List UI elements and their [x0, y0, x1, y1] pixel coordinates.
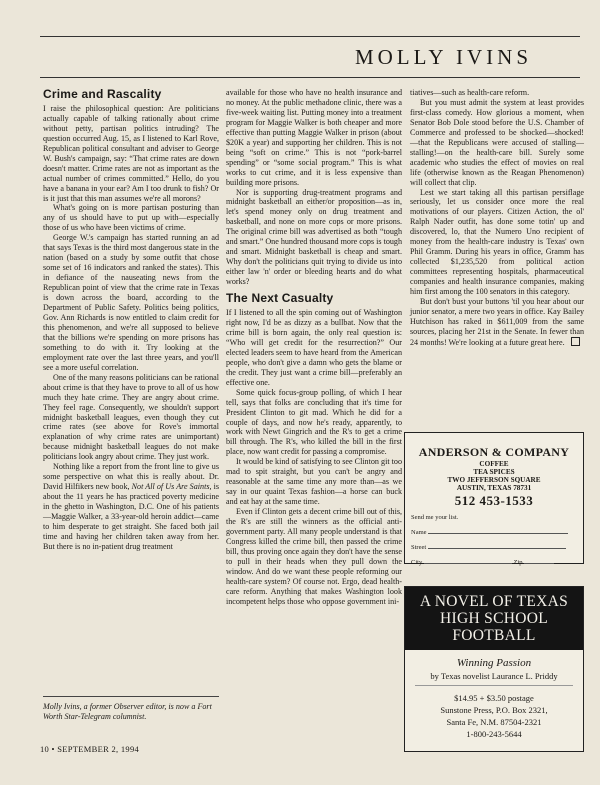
- paragraph-text: But don't bust your buttons 'til you hear about our junior senator, a mere two years in office. Kay Bailey Hutchison has raked in $611,009 from the same sources, placing her 21st in the Senate. In fewer than 24 months! We're looking at a future great here.: [410, 297, 584, 347]
- ad-name-row: [411, 525, 583, 540]
- paragraph: One of the many reasons politicians can be rational about crime is that they have to prove to all of us how much they hate crime. They are angry about crime. They feel rage. Consequently, we shouldn't support midnight basketball leagues, even though they cut crime rates (see above for Rove's immortal explanation of why crime rates are unimportant) because midnight basketball leagues do not make politicians look angry about crime. They just work.: [43, 372, 219, 462]
- text-column-2: [226, 88, 402, 607]
- paragraph-text: Nothing like a report from the front line to give us some perspective on what this is really about. Dr. David Hilfikers new book,: [43, 462, 219, 492]
- paragraph: If I listened to all the spin coming out of Washington right now, I'd be as dizzy as a bullbat. Now that the crime bill is born again, the only real question is: “Who will get credit for the resurrection?” Our elected leaders seem to have heard from the American people, who don't give a damn who gets the blame or the credit. They just want a crime bill—preferably an effective one.: [226, 308, 402, 387]
- ad-novel-info: [405, 692, 583, 740]
- paragraph: Lest we start taking all this partisan persiflage seriously, let us consider once more the real motivations of our players. Citizen Action, the ol' Ralph Nader outfit, has done some totin' up and discovered, lo, that the Numero Uno recipient of money from the health-care industry is Texas' own Phil Gramm. During his years in office, Gramm has collected $1,235,520 from political action committees representing hospitals, pharmaceutical companies and health insurance companies, making him first among the 100 senators in this category.: [410, 187, 584, 297]
- text-column-3: [410, 88, 584, 348]
- divider: [415, 685, 573, 686]
- paragraph: What's going on is more partisan posturing than any of us should have to put up with—especially those of us who have been victims of crime.: [43, 203, 219, 233]
- book-title: Not All of Us Are Saints,: [131, 482, 212, 492]
- paragraph: [43, 462, 219, 552]
- ad-street-row: [411, 540, 583, 555]
- ad-line-city: AUSTIN, TEXAS 78731: [456, 484, 532, 492]
- ad-novel-title: Winning Passion: [456, 657, 532, 669]
- section-heading-crime: Crime and Rascality: [43, 87, 162, 101]
- ad-city-label: City: [411, 559, 423, 566]
- paragraph: I raise the philosophical question: Are politicians actually capable of talking rationally about crime without petty, partisan politics intruding? The question occurred Aug. 15, as I listened to Karl Rove, Republican political consultant and adviser to George W. Bush's campaign, say: “That crime rates are down doesn't matter. Crime rates are not as important as the actual number of crimes committed.” Hello, do you have a banana in your ear? Am I too drunk to fish? Or is it just that this man assumes we're all morons?: [43, 103, 219, 203]
- end-mark-icon: [571, 337, 580, 346]
- ad-city-row: [411, 555, 583, 570]
- ad-novel-author: by Texas novelist Laurance L. Priddy: [430, 671, 558, 681]
- ad-line-address: TWO JEFFERSON SQUARE: [447, 476, 541, 484]
- ad-novel-phone: 1-800-243-5644: [466, 729, 522, 739]
- column-header: [40, 36, 580, 78]
- ad-novel-address-2: Santa Fe, N.M. 87504-2321: [446, 717, 542, 727]
- ad-street-label: Street: [411, 544, 427, 551]
- columnist-name: MOLLY IVINS: [354, 45, 532, 69]
- ad-street-line: [428, 542, 566, 549]
- paragraph-text: is about the 11 years he has practiced poverty medicine in the ghetto in Washington, D.C. One of his patients—Maggie Walker, a 33-year-old heroin addict—came to him desperate to get straight. She faced both jail time and having her children taken away from her. But there is no in-patient drug treatment: [43, 482, 219, 551]
- ad-name-label: Name: [411, 529, 427, 536]
- text-column-1: [43, 88, 219, 552]
- ad-phone: 512 453-1533: [454, 493, 534, 508]
- ad-novel-headline: A NOVEL OF TEXAS HIGH SCHOOL FOOTBALL: [405, 587, 583, 650]
- paragraph: tiatives—such as health-care reform.: [410, 88, 530, 97]
- advertisement-anderson-company: [404, 432, 584, 564]
- page-folio: 10 • SEPTEMBER 2, 1994: [40, 744, 140, 754]
- section-heading-next-casualty: The Next Casualty: [226, 291, 334, 306]
- paragraph: Even if Clinton gets a decent crime bill out of this, the R's are still the winners as the official anti-government party. All many people understand is that Congress killed the crime bill, then passed the crime bill, thus proving once again they don't have the sense to pull in their heads when they pull down the window. And do we want these people reforming our health-care system? Of course not. Ergo, dead health-care reform. Anything that makes Washington look incompetent helps those who oppose government ini-: [226, 507, 402, 606]
- ad-novel-price: $14.95 + $3.50 postage: [454, 693, 534, 703]
- ad-zip-label: Zip: [513, 559, 523, 566]
- paragraph: But you must admit the system at least provides first-class comedy. How glorious a moment, when Senator Bob Dole stood before the U.S. Chamber of Commerce and professed to be shocked—shocked!—that the Republicans were accused of stalling—stalling!—on the health-care bill. Surely some academic who studies the effect of movies on real life (otherwise known as the Reagan Phenomenon) will collect that clip.: [410, 97, 584, 187]
- ad-line-coffee: COFFEE: [479, 460, 509, 468]
- advertisement-novel: [404, 586, 584, 752]
- author-note: [43, 696, 219, 722]
- paragraph: It would be kind of satisfying to see Clinton git too mad to spit straight, but you can't be angry and reasonable at the same time any more than—as we say in our quaint Texas fashion—a horse can buck and eat hay at the same time.: [226, 457, 402, 507]
- ad-name-line: [428, 527, 568, 534]
- ad-city-line: [424, 557, 512, 564]
- ad-send-text: Send me your list.: [411, 514, 459, 521]
- ad-order-form: [405, 510, 583, 570]
- paragraph: [410, 297, 584, 348]
- ad-line-tea: TEA SPICES: [473, 468, 515, 476]
- paragraph: George W.'s campaign has started running an ad that says Texas is the third most dangerous state in the nation (based on a study by some outfit that chose some set of 16 indicators and ranked the states). This in defiance of the nauseating news from the Republican point of view that the crime rate in Texas is down across the board, according to the Department of Public Safety. Politics being politics, Gov. Ann Richards is now entitled to claim credit for this phenomenon, and we're all supposed to believe that the billions we're spending on more prisons has something to do with it. Try looking at the employment rate over the last three years, and you'll see a more useful correlation.: [43, 233, 219, 372]
- paragraph: Some quick focus-group polling, of which I hear tell, says that folks are concluding that it's time for President Clinton to git mad. Which he did for a couple of days, and now he's ready, apparently, to work with Newt Gingrich and the R's to get a crime bill through. The R's, who killed the bill in the first place, now want credit for passing a compromise.: [226, 387, 402, 457]
- ad-zip-line: [524, 557, 554, 564]
- paragraph: Nor is supporting drug-treatment programs and midnight basketball an either/or proposition—as in, let's spend money only on drug treatment and basketball, and none on more cops or more prisons. The original crime bill was advertised as both “tough and smart.” One hundred thousand more cops is tough and smart. Midnight basketball is cheap and smart. Why don't the politicians quit trying to divide us into either law 'n' order or bleeding hearts and do what works?: [226, 187, 403, 287]
- paragraph: available for those who have no health insurance and no money. At the public methadone clinic, there was a five-week waiting list. Putting money into a treatment program for Maggie Walker is both cheaper and more effective than putting Maggie Walker in prison (about $20K a year) and supporting her children. This is not being “soft on crime.” This is not “pork-barrel spending” or “some social program.” This is what works to cut crime, and it is less expensive than building more prisons.: [226, 88, 402, 187]
- ad-company-name: ANDERSON & COMPANY: [418, 445, 570, 459]
- author-note-text: Molly Ivins, a former Observer editor, is now a Fort Worth Star-Telegram columnist.: [43, 702, 212, 721]
- ad-novel-address-1: Sunstone Press, P.O. Box 2321,: [440, 705, 548, 715]
